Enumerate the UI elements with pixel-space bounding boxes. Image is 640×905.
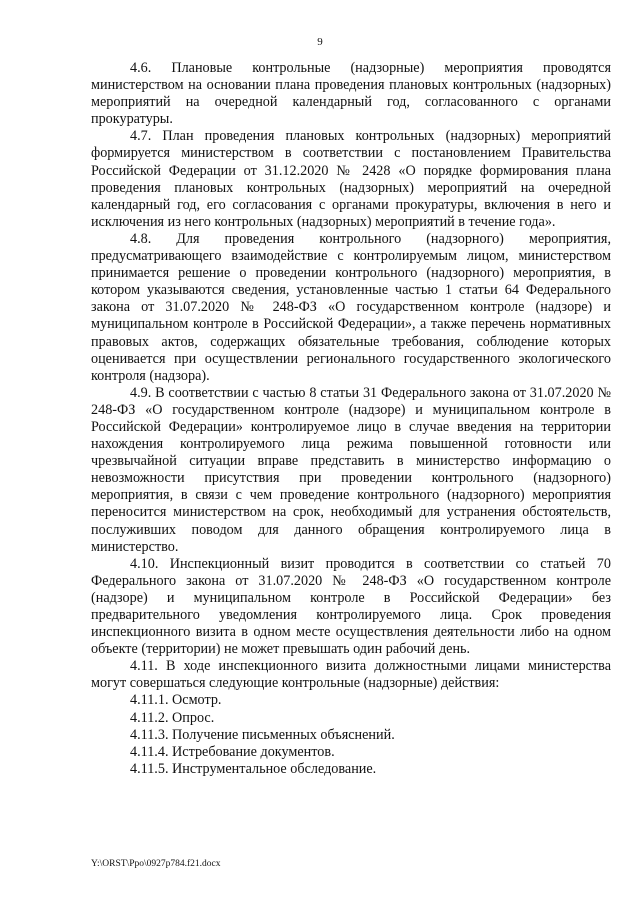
list-item-4-11-1: 4.11.1. Осмотр. bbox=[130, 692, 222, 709]
paragraph-4-6: 4.6. Плановые контрольные (надзорные) мероприятия проводятся министерством на основании плана проведения плановых контрольных (надзорных) мероприятий на очередной календарный год, согласованного с органами прокуратуры. bbox=[91, 60, 611, 128]
paragraph-4-11: 4.11. В ходе инспекционного визита должностными лицами министерства могут совершаться следующие контрольные (надзорные) действия: bbox=[91, 658, 611, 692]
paragraph-4-10: 4.10. Инспекционный визит проводится в соответствии со статьей 70 Федерального закона от 31.07.2020 № 248-ФЗ «О государственном контроле (надзоре) и муниципальном контроле в Российской Федерации» без предварительного уведомления контролируемого лица. Срок проведения инспекционного визита в одном месте осуществления деятельности либо на одном объекте (территории) не может превышать один рабочий день. bbox=[91, 555, 611, 658]
list-item-4-11-5: 4.11.5. Инструментальное обследование. bbox=[130, 760, 377, 777]
file-path-footer: Y:\ORST\Ppo\0927p784.f21.docx bbox=[91, 859, 221, 869]
document-body bbox=[91, 60, 611, 778]
paragraph-4-8: 4.8. Для проведения контрольного (надзорного) мероприятия, предусматривающего взаимодействие с контролируемым лицом, министерством принимается решение о проведении контрольного (надзорного) мероприятия, в котором указываются сведения, установленные частью 1 статьи 64 Федерального закона от 31.07.2020 № 248-ФЗ «О государственном контроле (надзоре) и муниципальном контроле в Российской Федерации», а также перечень нормативных правовых актов, содержащих обязательные требования, соблюдение которых оценивается при осуществлении регионального государственного экологического контроля (надзора). bbox=[91, 230, 611, 384]
list-item-4-11-2: 4.11.2. Опрос. bbox=[130, 709, 215, 726]
page-number: 9 bbox=[317, 36, 323, 48]
paragraph-4-9: 4.9. В соответствии с частью 8 статьи 31 Федерального закона от 31.07.2020 № 248-ФЗ «О государственном контроле (надзоре) и муниципальном контроле в Российской Федерации» контролируемое лицо в случае введения на территории нахождения контролируемого лица режима повышенной готовности или чрезвычайной ситуации вправе представить в министерство информацию о невозможности присутствия при проведении контрольного (надзорного) мероприятия, в связи с чем проведение контрольного (надзорного) мероприятия переносится министерством на срок, необходимый для устранения обстоятельств, послуживших поводом для данного обращения контролируемого лица в министерство. bbox=[91, 384, 611, 555]
list-item-4-11-3: 4.11.3. Получение письменных объяснений. bbox=[130, 726, 395, 743]
paragraph-4-7: 4.7. План проведения плановых контрольных (надзорных) мероприятий формируется министерством в соответствии с постановлением Правительства Российской Федерации от 31.12.2020 № 2428 «О порядке формирования плана проведения плановых контрольных (надзорных) мероприятий на очередной календарный год, его согласования с органами прокуратуры, включения в него и исключения из него контрольных (надзорных) мероприятий в течение года». bbox=[91, 128, 611, 230]
list-item-4-11-4: 4.11.4. Истребование документов. bbox=[130, 743, 335, 760]
